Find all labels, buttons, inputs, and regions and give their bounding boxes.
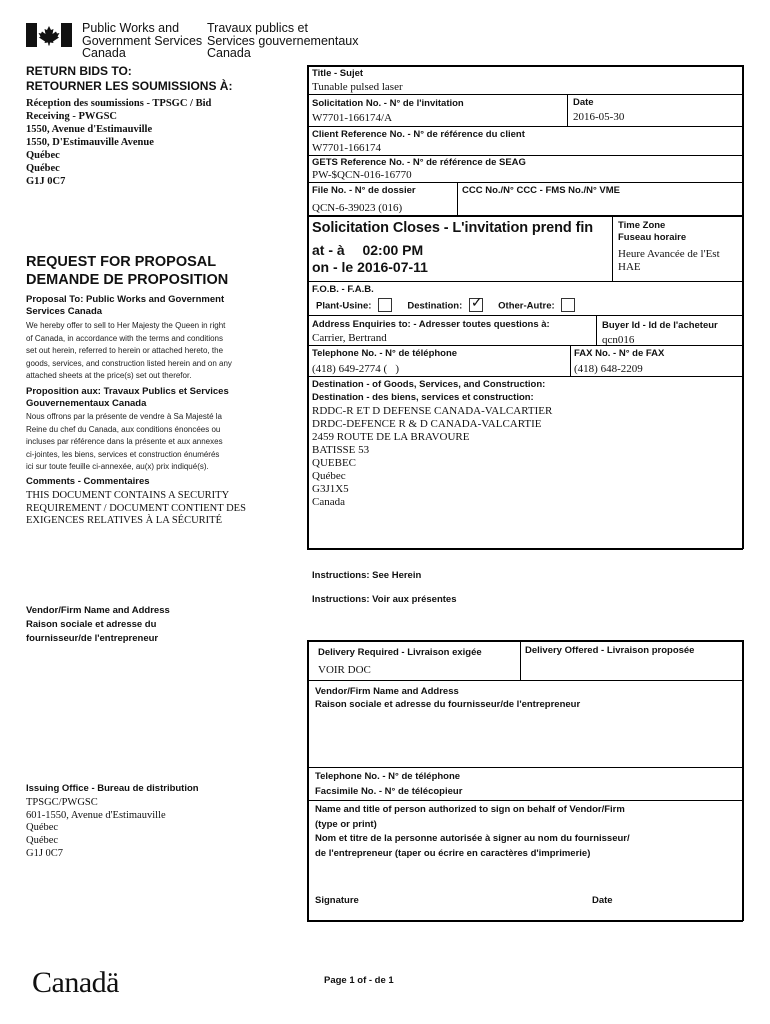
dept-en-line: Government Services xyxy=(82,33,203,48)
instructions-en: Instructions: See Herein xyxy=(312,570,422,581)
destination-address-line: Québec xyxy=(312,470,346,482)
solicitation-closes-title: Solicitation Closes - L'invitation prend fin xyxy=(312,220,594,236)
proposal-to-label-line: Services Canada xyxy=(26,306,103,317)
destination-address-line: DRDC-DEFENCE R & D CANADA-VALCARTIE xyxy=(312,418,542,430)
fob-label: F.O.B. - F.A.B. xyxy=(312,284,374,295)
address-line: Québec xyxy=(26,150,60,161)
proposition-label-line: Gouvernementaux Canada xyxy=(26,398,147,409)
delivery-required-value: VOIR DOC xyxy=(318,664,371,676)
client-reference-value: W7701-166174 xyxy=(312,142,382,154)
divider xyxy=(307,800,743,801)
fob-options xyxy=(316,294,575,313)
gets-reference-label: GETS Reference No. - N° de référence de SEAG xyxy=(312,157,526,168)
dept-en-line: Public Works and xyxy=(82,21,180,35)
vendor-firm-label xyxy=(315,685,580,711)
date-value: 2016-05-30 xyxy=(573,111,625,123)
signature-label: Signature xyxy=(315,895,359,906)
plant-checkbox[interactable] xyxy=(378,298,392,312)
delivery-required-label: Delivery Required - Livraison exigée xyxy=(318,647,482,658)
telephone-value: (418) 649-2774 ( ) xyxy=(312,363,400,375)
dept-en-line: Canada xyxy=(82,46,126,60)
destination-address-line: RDDC-R ET D DEFENSE CANADA-VALCARTIER xyxy=(312,405,553,417)
tz-label-line: Time Zone xyxy=(618,220,666,231)
divider xyxy=(307,182,743,183)
form-right-border xyxy=(742,65,744,549)
divider xyxy=(307,376,743,377)
issuing-address-line: 601-1550, Avenue d'Estimauville xyxy=(26,809,166,821)
destination-address-line: 2459 ROUTE DE LA BRAVOURE xyxy=(312,431,470,443)
dept-fr-line: Services gouvernementaux xyxy=(207,33,359,48)
vendor-telephone-label: Telephone No. - N° de téléphone xyxy=(315,771,461,782)
department-name-en xyxy=(82,22,202,60)
closing-time xyxy=(312,242,423,259)
destination-goods-label xyxy=(312,379,545,404)
divider xyxy=(307,281,743,282)
other-checkbox[interactable] xyxy=(561,298,575,312)
vendor-firm-label-left xyxy=(26,604,170,646)
proposal-text-line: of Canada, in accordance with the terms and conditions xyxy=(26,333,224,343)
divider xyxy=(307,155,743,156)
issuing-office-address xyxy=(26,797,166,861)
destination-address-line: Canada xyxy=(312,496,345,508)
address-line: 1550, Avenue d'Estimauville xyxy=(26,124,153,135)
destination-label-line: Destination - of Goods, Services, and Construction: xyxy=(312,379,546,390)
request-for-proposal-title xyxy=(26,253,228,289)
canada-wordmark: Canadä xyxy=(32,966,119,999)
request-title-fr: DEMANDE DE PROPOSITION xyxy=(26,272,229,288)
divider xyxy=(307,215,743,217)
vendor-label-line: Vendor/Firm Name and Address xyxy=(315,686,459,697)
dept-fr-line: Canada xyxy=(207,46,251,60)
closing-date xyxy=(312,259,428,276)
divider xyxy=(307,94,743,95)
divider xyxy=(596,315,597,346)
issuing-address-line: Québec xyxy=(26,822,59,834)
divider xyxy=(307,767,743,768)
destination-checkbox[interactable] xyxy=(469,294,483,312)
delivery-bottom-border xyxy=(307,920,743,922)
issuing-address-line: TPSGC/PWGSC xyxy=(26,797,98,808)
proposition-aux-label xyxy=(26,386,229,410)
fax-value: (418) 648-2209 xyxy=(574,363,643,375)
divider xyxy=(307,345,743,346)
authorized-person-field[interactable] xyxy=(312,865,738,891)
solicitation-value: W7701-166174/A xyxy=(312,112,393,124)
closing-time-value: 02:00 PM xyxy=(362,242,424,258)
title-value: Tunable pulsed laser xyxy=(312,81,403,93)
department-name-fr xyxy=(207,22,358,60)
instructions-fr: Instructions: Voir aux présentes xyxy=(312,594,457,605)
return-bids-title-en: RETURN BIDS TO: xyxy=(26,64,132,78)
closing-date-value: 2016-07-11 xyxy=(357,259,428,275)
return-bids-address xyxy=(26,97,211,188)
return-bids-title-fr: RETOURNER LES SOUMISSIONS À: xyxy=(26,79,233,93)
date-label: Date xyxy=(573,97,594,108)
authorized-person-label xyxy=(315,803,630,861)
delivery-left-border xyxy=(307,640,309,921)
address-line: G1J 0C7 xyxy=(26,176,66,187)
delivery-offered-label: Delivery Offered - Livraison proposée xyxy=(525,645,695,656)
address-line: Québec xyxy=(26,163,60,174)
divider xyxy=(307,315,743,316)
divider xyxy=(570,345,571,377)
address-enquiries-value: Carrier, Bertrand xyxy=(312,332,387,344)
buyer-id-value: qcn016 xyxy=(602,334,635,345)
tz-value-line: HAE xyxy=(618,261,641,273)
form-left-border xyxy=(307,65,309,549)
vendor-facsimile-label: Facsimile No. - N° de télécopieur xyxy=(315,786,463,797)
issuing-address-line: Québec xyxy=(26,835,59,847)
proposal-to-text xyxy=(26,320,232,383)
check-mark-icon: ✓ xyxy=(470,294,483,310)
proposal-text-line: set out herein, referred to herein or attached hereto, the xyxy=(26,346,224,356)
address-line: Receiving - PWGSC xyxy=(26,111,117,122)
comments-text xyxy=(26,490,246,528)
comments-line: REQUIREMENT / DOCUMENT CONTIENT DES xyxy=(26,502,246,514)
proposition-text-line: ici sur toute feuille ci-annexée, au(x) prix indiqué(s). xyxy=(26,462,209,472)
file-number-label: File No. - N° de dossier xyxy=(312,185,416,196)
title-label: Title - Sujet xyxy=(312,68,364,79)
return-bids-title xyxy=(26,64,232,94)
plant-label: Plant-Usine: xyxy=(316,300,372,312)
vendor-firm-field[interactable] xyxy=(312,712,738,764)
delivery-right-border xyxy=(742,640,744,921)
telephone-label: Telephone No. - N° de téléphone xyxy=(312,348,458,359)
comments-label: Comments - Commentaires xyxy=(26,476,150,487)
buyer-id-label: Buyer Id - Id de l'acheteur xyxy=(602,320,718,331)
at-label: at - à xyxy=(312,242,345,258)
destination-address-line: QUEBEC xyxy=(312,457,356,469)
dept-fr-line: Travaux publics et xyxy=(207,21,308,35)
destination-address xyxy=(312,405,552,509)
vendor-label-line: Raison sociale et adresse du xyxy=(26,619,157,630)
tz-label-line: Fuseau horaire xyxy=(618,232,687,243)
on-label: on - le xyxy=(312,259,354,275)
signature-date-label: Date xyxy=(592,895,613,906)
client-reference-label: Client Reference No. - N° de référence du client xyxy=(312,129,525,140)
destination-address-line: BATISSE 53 xyxy=(312,444,370,456)
time-zone-value xyxy=(618,248,720,274)
proposition-aux-text xyxy=(26,411,223,474)
proposition-text-line: Reine du chef du Canada, aux conditions énoncées ou xyxy=(26,424,221,434)
destination-label-line: Destination - des biens, services et construction: xyxy=(312,391,534,403)
destination-label: Destination: xyxy=(407,300,463,312)
auth-label-line: Nom et titre de la personne autorisée à signer au nom du fournisseur/ xyxy=(315,833,630,844)
divider xyxy=(612,215,613,282)
divider xyxy=(457,182,458,216)
divider xyxy=(307,126,743,127)
delivery-top-border xyxy=(307,640,743,642)
auth-label-line: de l'entrepreneur (taper ou écrire en caractères d'imprimerie) xyxy=(315,847,591,859)
proposal-text-line: attached sheets at the price(s) set out therefor. xyxy=(26,371,192,381)
solicitation-label: Solicitation No. - N° de l'invitation xyxy=(312,98,464,109)
other-label: Other-Autre: xyxy=(498,300,555,312)
proposition-text-line: incluses par référence dans la présente et aux annexes xyxy=(26,437,223,447)
vendor-label-line: Raison sociale et adresse du fournisseur/de l'entrepreneur xyxy=(315,699,581,710)
divider xyxy=(307,680,743,681)
page-number: Page 1 of - de 1 xyxy=(324,975,394,986)
address-line: Réception des soumissions - TPSGC / Bid xyxy=(26,98,212,109)
issuing-office-label: Issuing Office - Bureau de distribution xyxy=(26,783,199,794)
proposition-text-line: Nous offrons par la présente de vendre à Sa Majesté la xyxy=(26,412,222,421)
proposition-text-line: ci-jointes, les biens, services et construction énumérés xyxy=(26,449,220,459)
auth-label-line: (type or print) xyxy=(315,818,377,830)
request-title-en: REQUEST FOR PROPOSAL xyxy=(26,254,217,270)
fax-label: FAX No. - N° de FAX xyxy=(574,348,665,359)
proposition-label-line: Proposition aux: Travaux Publics et Services xyxy=(26,386,229,397)
gets-reference-value: PW-$QCN-016-16770 xyxy=(312,169,412,181)
proposal-text-line: goods, services, and construction listed herein and on any xyxy=(26,358,232,368)
vendor-label-line: Vendor/Firm Name and Address xyxy=(26,605,170,616)
vendor-label-line: fournisseur/de l'entrepreneur xyxy=(26,633,159,644)
comments-line: EXIGENCES RELATIVES À LA SÉCURITÉ xyxy=(26,515,222,526)
time-zone-label xyxy=(618,220,686,244)
destination-address-line: G3J1X5 xyxy=(312,483,349,495)
address-line: 1550, D'Estimauville Avenue xyxy=(26,137,154,148)
delivery-offered-field[interactable] xyxy=(525,660,739,678)
auth-label-line: Name and title of person authorized to sign on behalf of Vendor/Firm xyxy=(315,804,625,815)
canada-flag-logo xyxy=(26,23,72,47)
issuing-address-line: G1J 0C7 xyxy=(26,847,64,859)
ccc-number-label: CCC No./N° CCC - FMS No./N° VME xyxy=(462,185,621,196)
comments-line: THIS DOCUMENT CONTAINS A SECURITY xyxy=(26,490,230,501)
tz-value-line: Heure Avancée de l'Est xyxy=(618,248,720,260)
form-bottom-border xyxy=(307,548,743,550)
address-enquiries-label: Address Enquiries to: - Adresser toutes questions à: xyxy=(312,319,550,330)
divider xyxy=(567,94,568,127)
proposal-to-label xyxy=(26,294,224,318)
file-number-value: QCN-6-39023 (016) xyxy=(312,202,403,214)
proposal-to-label-line: Proposal To: Public Works and Government xyxy=(26,294,225,305)
divider xyxy=(520,640,521,681)
form-top-border xyxy=(307,65,743,67)
proposal-text-line: We hereby offer to sell to Her Majesty the Queen in right xyxy=(26,321,226,330)
